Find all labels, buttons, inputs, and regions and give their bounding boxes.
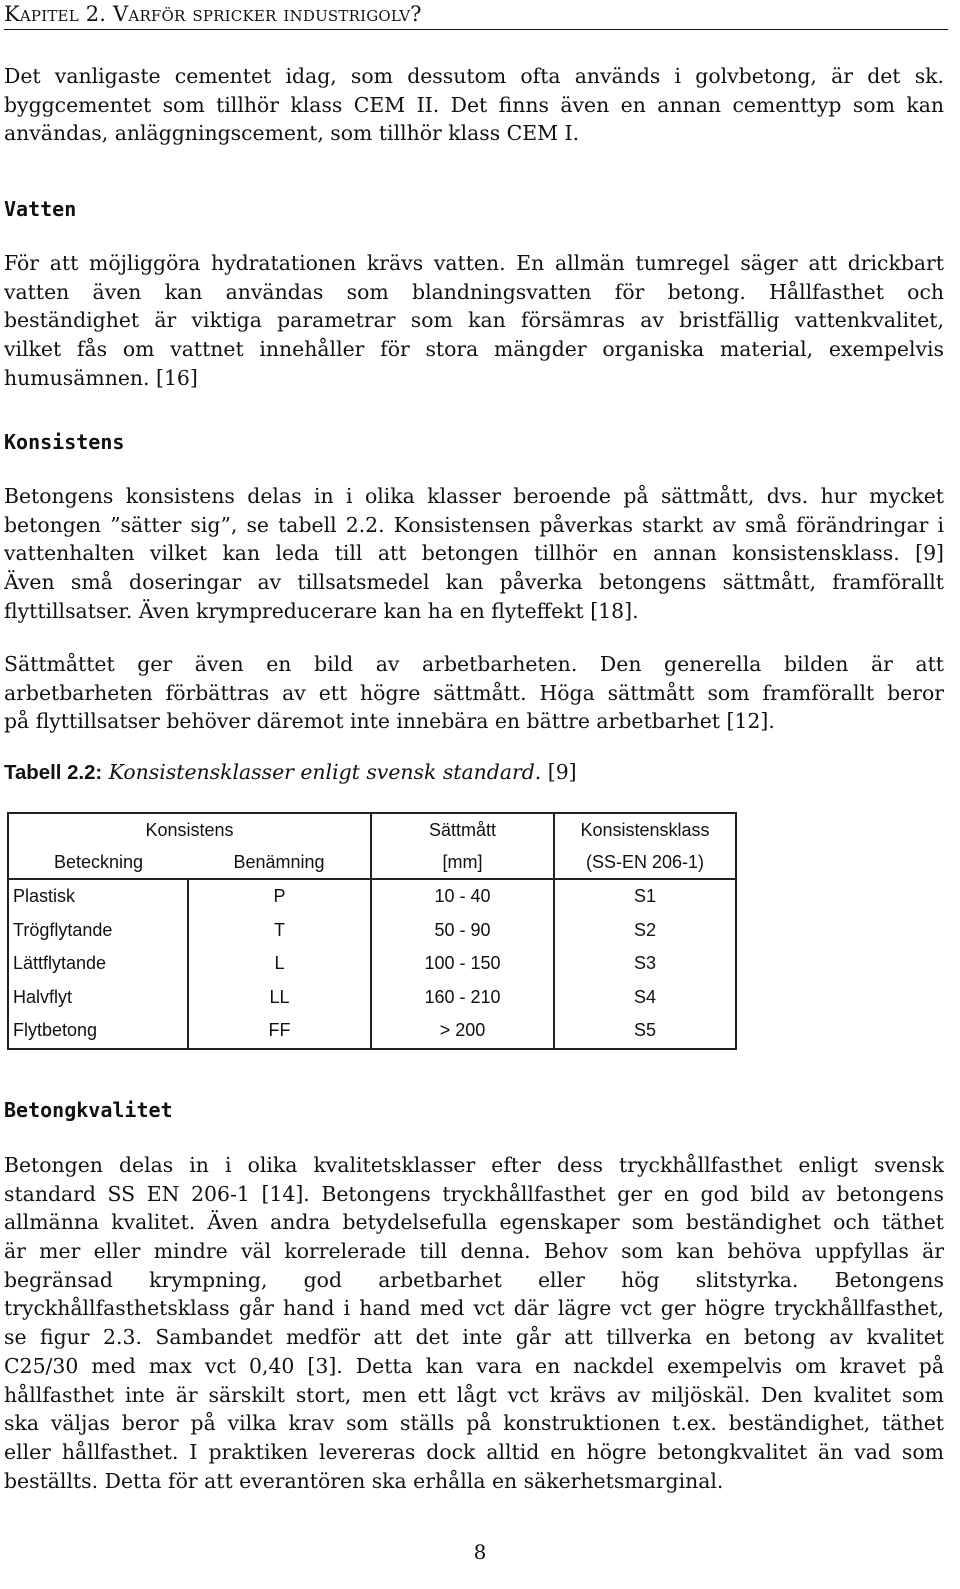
text-line: Även små doseringar av tillsatsmedel kan påverka betongens sättmått, framförallt [4,570,944,595]
text-line: Betongens konsistens delas in i olika klasser beroende på sättmått, dvs. hur mycket [4,484,944,508]
consistency-table [7,812,737,1050]
cell-klass: S2 [554,914,736,948]
text-line: humusämnen. [16] [4,365,198,390]
text-line: standard SS EN 206-1 [14]. Betongens tryckhållfasthet ger en god bild av betongens [4,1181,944,1206]
intro-paragraph [4,62,944,148]
betongkvalitet-paragraph [4,1151,944,1495]
text-line: tryckhållfasthetsklass går hand i hand med vct där lägre vct ger högre tryckhållfasthet, [4,1296,944,1321]
text-line: på flyttillsatser behöver däremot inte innebära en bättre arbetbarhet [12]. [4,709,775,734]
text-line: C25/30 med max vct 0,40 [3]. Detta kan vara en nackdel exempelvis om kravet på [4,1353,944,1378]
page-number: 8 [473,1540,487,1564]
text-line: är mer eller mindre väl korrelerade till denna. Behov som kan behöva uppfyllas är [4,1239,944,1264]
text-line: begränsad krympning, god arbetbarhet eller hög slitstyrka. Betongens [4,1267,944,1292]
cell-beteckning: Halvflyt [8,981,188,1015]
cell-benamning: FF [188,1014,371,1049]
text-line: beständighet är viktiga parametrar som kan försämras av bristfällig vattenkvalitet, [4,308,944,333]
text-line: betongen ”sätter sig”, se tabell 2.2. Konsistensen påverkas starkt av små förändringar i [4,512,944,537]
text-line: Sättmåttet ger även en bild av arbetbarheten. Den generella bilden är att [4,652,944,676]
cell-sattmatt: > 200 [371,1014,554,1049]
section-heading-vatten: Vatten [4,197,77,221]
text-line: Betongen delas in i olika kvalitetsklasser efter dess tryckhållfasthet enligt svensk [4,1153,944,1177]
table-row [8,947,736,981]
konsistens-paragraph-1 [4,482,944,625]
konsistens-paragraph-2 [4,650,944,736]
cell-benamning: T [188,914,371,948]
text-line: arbetbarheten förbättras av ett högre sättmått. Höga sättmått som framförallt beror [4,680,944,705]
text-line: eller hållfasthet. I praktiken levereras dock alltid en högre betongkvalitet än vad som [4,1439,944,1464]
cell-klass: S4 [554,981,736,1015]
section-heading-betongkvalitet: Betongkvalitet [4,1098,173,1122]
table-caption [4,760,577,785]
text-line: ska väljas beror på vilka krav som ställs på konstruktionen t.ex. beständighet, täthet [4,1411,944,1436]
cell-benamning: L [188,947,371,981]
cell-beteckning: Trögflytande [8,914,188,948]
cell-sattmatt: 100 - 150 [371,947,554,981]
text-line: användas, anläggningscement, som tillhör klass CEM I. [4,121,580,146]
text-line: vatten även kan användas som blandningsvatten för betong. Hållfasthet och [4,279,944,304]
running-head: Kapitel 2. Varför spricker industrigolv? [4,2,948,30]
header-konsistens: Konsistens [8,813,371,846]
table-row [8,1014,736,1049]
text-line: För att möjliggöra hydratationen krävs vatten. En allmän tumregel säger att drickbart [4,251,944,275]
caption-reference: [9] [547,760,577,784]
cell-benamning: LL [188,981,371,1015]
table-row [8,914,736,948]
table-subheader-row [8,846,736,879]
cell-beteckning: Plastisk [8,879,188,914]
text-line: vattenhalten vilket kan leda till att betongen tillhör en annan konsistensklass. [9] [4,541,944,566]
header-standard: (SS-EN 206-1) [554,846,736,879]
table-row [8,981,736,1015]
cell-klass: S3 [554,947,736,981]
cell-beteckning: Lättflytande [8,947,188,981]
cell-klass: S5 [554,1014,736,1049]
text-line: vilket fås om vattnet innehåller för stora mängder organiska material, exempelvis [4,337,944,362]
text-line: beställts. Detta för att everantören ska erhålla en säkerhetsmarginal. [4,1468,724,1493]
cell-klass: S1 [554,879,736,914]
caption-text: Konsistensklasser enligt svensk standard. [108,760,542,784]
text-line: byggcementet som tillhör klass CEM II. Det finns även en annan cementtyp som kan [4,92,944,117]
cell-benamning: P [188,879,371,914]
text-line: se figur 2.3. Sambandet medför att det inte går att tillverka en betong av kvalitet [4,1325,944,1350]
table-header-row [8,813,736,846]
header-beteckning: Beteckning [8,846,188,879]
text-line: hållfasthet inte är särskilt stort, men ett lågt vct krävs av miljöskäl. Den kvalitet som [4,1382,944,1407]
header-benamning: Benämning [188,846,371,879]
table-row [8,879,736,914]
header-sattmatt: Sättmått [371,813,554,846]
cell-sattmatt: 50 - 90 [371,914,554,948]
vatten-paragraph [4,249,944,392]
caption-label: Tabell 2.2: [4,762,103,784]
cell-beteckning: Flytbetong [8,1014,188,1049]
cell-sattmatt: 10 - 40 [371,879,554,914]
section-heading-konsistens: Konsistens [4,430,125,454]
cell-sattmatt: 160 - 210 [371,981,554,1015]
text-line: allmänna kvalitet. Även andra betydelsefulla egenskaper som beständighet och täthet [4,1210,944,1235]
text-line: flyttillsatser. Även krympreducerare kan ha en flyteffekt [18]. [4,598,639,623]
header-unit: [mm] [371,846,554,879]
text-line: Det vanligaste cementet idag, som dessutom ofta används i golvbetong, är det sk. [4,64,944,88]
header-konsistensklass: Konsistensklass [554,813,736,846]
